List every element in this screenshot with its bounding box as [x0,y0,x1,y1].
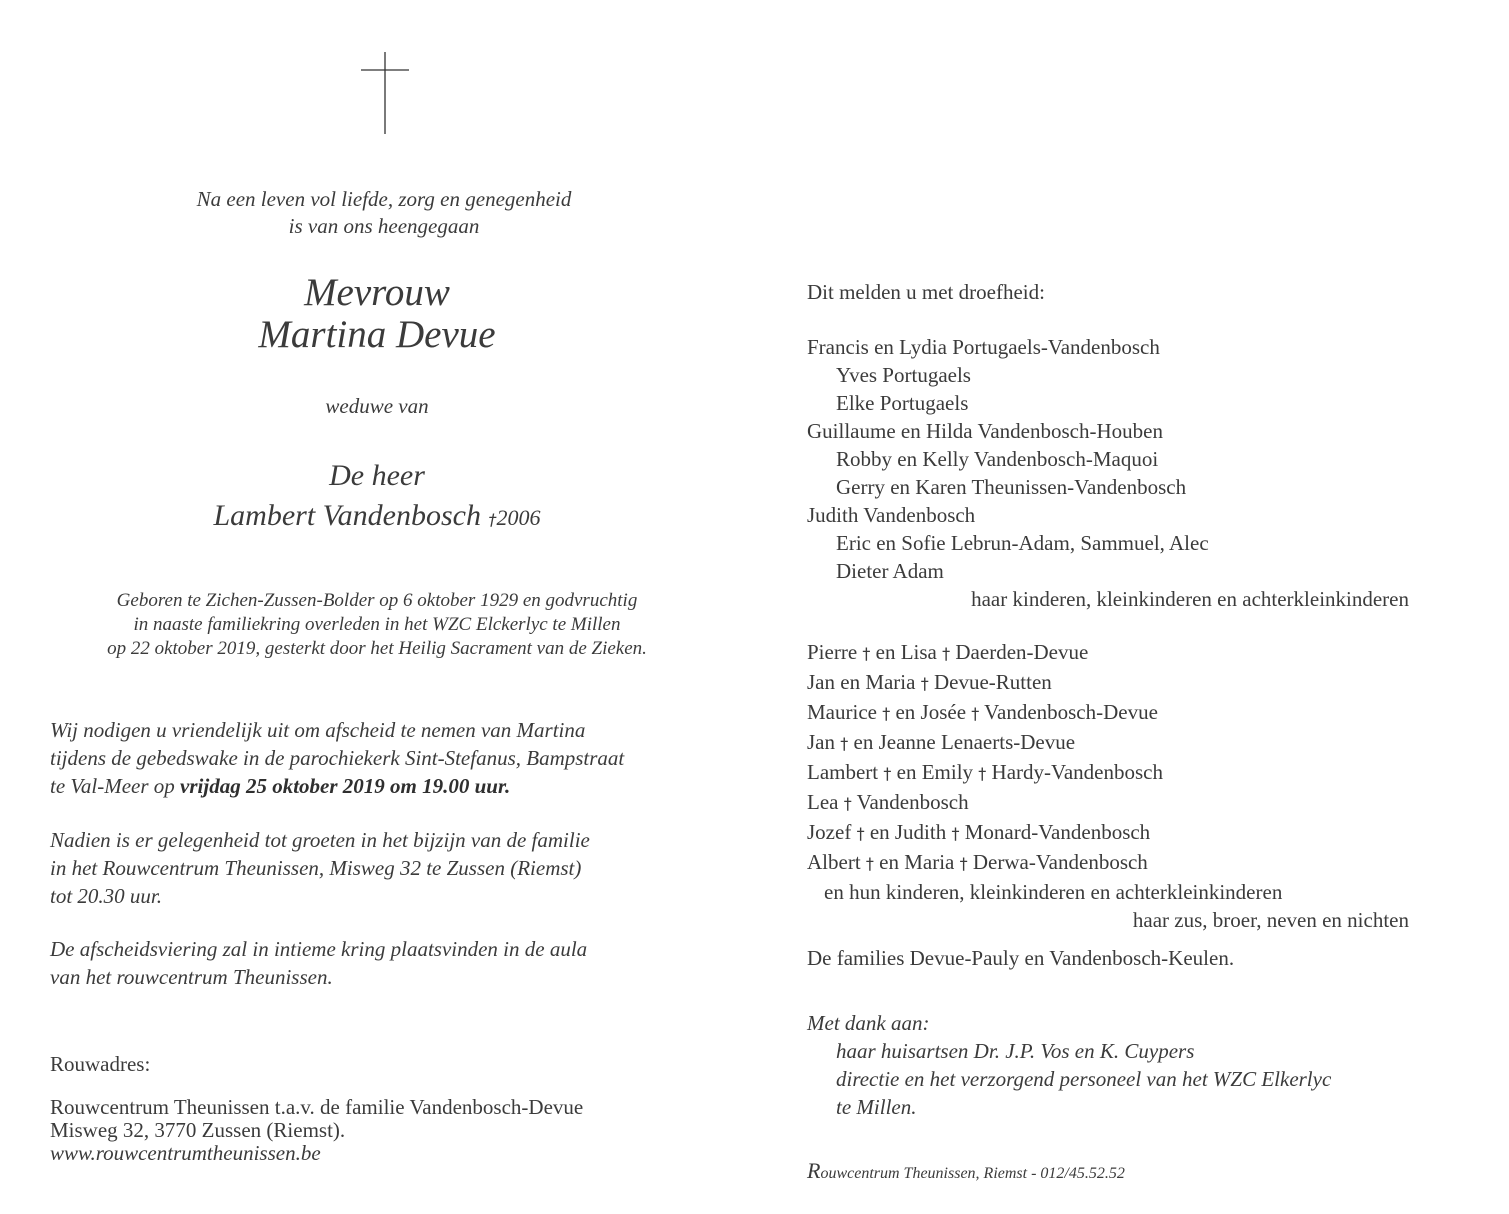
deceased-name: Martina Devue [258,313,496,356]
dagger-icon: † [856,824,865,843]
thanks-block [807,1009,1331,1121]
husband-title: De heer [329,459,425,492]
cross-icon [360,52,410,134]
intro-text [76,186,692,240]
intro-line: Na een leven vol liefde, zorg en genegenheid [196,187,572,211]
list-item: Gerry en Karen Theunissen-Vandenbosch [836,475,1187,499]
address-block [50,1096,583,1165]
husband-block [76,456,678,540]
invitation-prefix: te Val-Meer op [50,774,181,798]
siblings-sub: en hun kinderen, kleinkinderen en achterkleinkinderen [824,880,1283,904]
list-item: Lambert † en Emily † Hardy-Vandenbosch [807,760,1163,784]
farewell-paragraph [50,935,587,991]
birth-line: Geboren te Zichen-Zussen-Bolder op 6 oktober 1929 en godvruchtig [116,590,638,611]
birth-line: op 22 oktober 2019, gesterkt door het Heilig Sacrament van de Zieken. [107,638,647,659]
dagger-icon: † [951,824,960,843]
dagger-icon: † [488,510,497,529]
list-item: Jozef † en Judith † Monard-Vandenbosch [807,820,1151,844]
intro-line: is van ons heengegaan [288,214,480,238]
greeting-line: tot 20.30 uur. [50,884,163,908]
list-item: Judith Vandenbosch [807,503,976,527]
footer-credit [807,1158,1125,1184]
birth-death-text [76,589,678,661]
list-item: Elke Portugaels [836,391,969,415]
invitation-paragraph [50,716,624,800]
dagger-icon: † [971,704,980,723]
siblings-list [807,638,1409,934]
list-item: Dieter Adam [836,559,944,583]
deceased-title: Mevrouw [304,271,450,314]
invitation-line [50,772,624,800]
list-item: Guillaume en Hilda Vandenbosch-Houben [807,419,1163,443]
children-caption: haar kinderen, kleinkinderen en achterkleinkinderen [971,587,1409,611]
husband-death-year: 2006 [496,505,541,530]
list-item: Albert † en Maria † Derwa-Vandenbosch [807,850,1148,874]
farewell-line: De afscheidsviering zal in intieme kring plaatsvinden in de aula [50,937,588,961]
dagger-icon: † [942,644,951,663]
husband-name-line [76,496,678,540]
announce-text: Dit melden u met droefheid: [807,280,1045,304]
thanks-line: haar huisartsen Dr. J.P. Vos en K. Cuypers [836,1039,1195,1063]
website-link[interactable]: www.rouwcentrumtheunissen.be [50,1141,321,1165]
siblings-caption: haar zus, broer, neven en nichten [1132,908,1409,932]
list-item: Pierre † en Lisa † Daerden-Devue [807,640,1089,664]
children-list [807,333,1409,613]
dagger-icon: † [840,734,849,753]
invitation-line: Wij nodigen u vriendelijk uit om afscheid te nemen van Martina [50,718,586,742]
list-item: Maurice † en Josée † Vandenbosch-Devue [807,700,1158,724]
wake-date-time: vrijdag 25 oktober 2019 om 19.00 uur. [180,774,511,798]
dagger-icon: † [882,704,891,723]
address-line: Misweg 32, 3770 Zussen (Riemst). [50,1118,346,1142]
list-item: Jan en Maria † Devue-Rutten [807,670,1052,694]
dagger-icon: † [883,764,892,783]
farewell-line: van het rouwcentrum Theunissen. [50,965,333,989]
greeting-paragraph [50,826,590,910]
list-item: Eric en Sofie Lebrun-Adam, Sammuel, Alec [836,531,1209,555]
footer-cap: R [807,1158,821,1183]
dagger-icon: † [865,854,874,873]
relation-text: weduwe van [325,394,429,418]
thanks-line: te Millen. [836,1095,917,1119]
dagger-icon: † [920,674,929,693]
thanks-label: Met dank aan: [807,1011,930,1035]
address-line: Rouwcentrum Theunissen t.a.v. de familie Vandenbosch-Devue [50,1095,584,1119]
list-item: Robby en Kelly Vandenbosch-Maquoi [836,447,1159,471]
footer-rest: ouwcentrum Theunissen, Riemst - 012/45.52.52 [820,1165,1125,1182]
invitation-line: tijdens de gebedswake in de parochiekerk Sint-Stefanus, Bampstraat [50,746,625,770]
greeting-line: Nadien is er gelegenheid tot groeten in het bijzijn van de familie [50,828,590,852]
list-item: Francis en Lydia Portugaels-Vandenbosch [807,335,1160,359]
dagger-icon: † [843,794,852,813]
thanks-line: directie en het verzorgend personeel van het WZC Elkerlyc [836,1067,1332,1091]
husband-name: Lambert Vandenbosch [213,499,481,532]
list-item: Yves Portugaels [836,363,971,387]
dagger-icon: † [978,764,987,783]
greeting-line: in het Rouwcentrum Theunissen, Misweg 32 te Zussen (Riemst) [50,856,582,880]
birth-line: in naaste familiekring overleden in het WZC Elckerlyc te Millen [133,614,621,635]
families-text: De families Devue-Pauly en Vandenbosch-Keulen. [807,946,1235,970]
deceased-name-block [76,272,678,356]
address-label: Rouwadres: [50,1052,151,1076]
list-item: Jan † en Jeanne Lenaerts-Devue [807,730,1076,754]
dagger-icon: † [862,644,871,663]
list-item: Lea † Vandenbosch [807,790,969,814]
dagger-icon: † [959,854,968,873]
